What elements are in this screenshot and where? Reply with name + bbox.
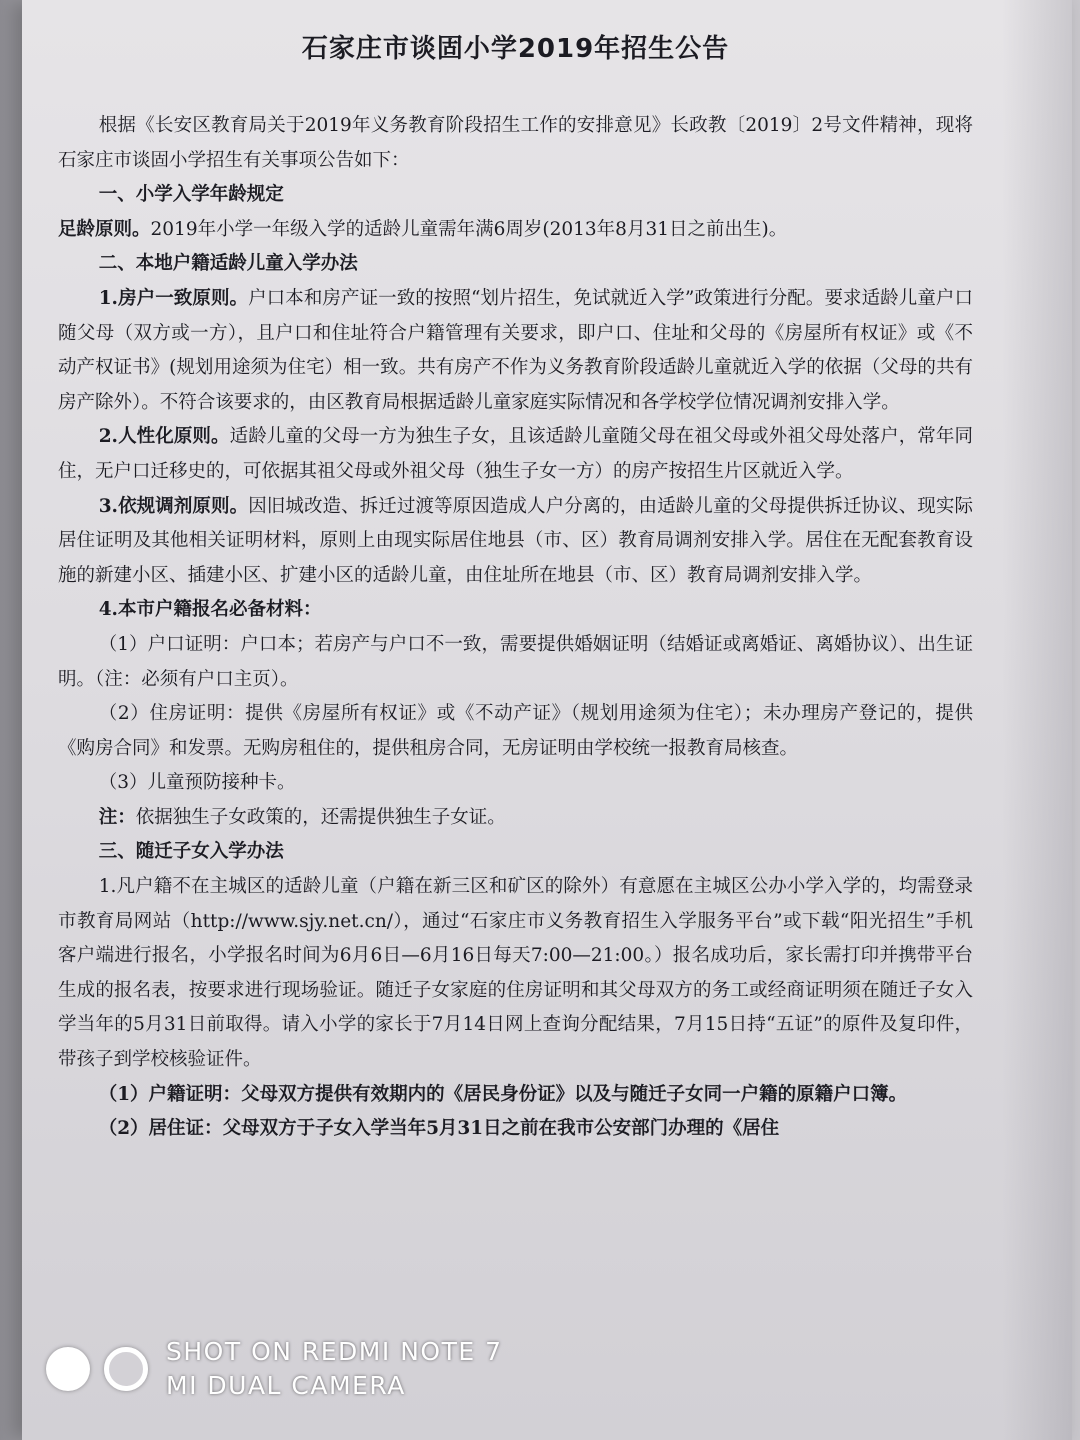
rule-1-label: 1.房户一致原则。	[98, 287, 249, 309]
migrant-material-1-text: 父母双方提供有效期内的《居民身份证》以及与随迁子女同一户籍的原籍户口簿。	[241, 1083, 908, 1105]
rule-1-paragraph	[58, 282, 973, 420]
rule-3-paragraph	[58, 490, 973, 594]
section-2-heading: 二、本地户籍适龄儿童入学办法	[98, 253, 358, 275]
camera-lens-solid-icon	[46, 1347, 90, 1391]
watermark-text	[166, 1335, 503, 1403]
age-rule-text: 2019年小学一年级入学的适龄儿童需年满6周岁(2013年8月31日之前出生)。	[150, 218, 788, 240]
migrant-material-2-text: 父母双方于子女入学当年5月31日之前在我市公安部门办理的《居住	[222, 1118, 780, 1140]
age-rule-paragraph	[58, 213, 973, 248]
migrant-material-1-paragraph	[58, 1078, 973, 1113]
section-3-heading: 三、随迁子女入学办法	[98, 841, 284, 863]
materials-heading: 4.本市户籍报名必备材料：	[98, 599, 322, 621]
note-label: 注：	[98, 806, 136, 828]
migrant-rule-1-paragraph: 1.凡户籍不在主城区的适龄儿童（户籍在新三区和矿区的除外）有意愿在主城区公办小学入学的，均需登录市教育局网站（http://www.sjy.net.cn/），通过“石家庄市义务教育招生入学服务平台”或下载“阳光招生”手机客户端进行报名，小学报名时间为6月6日—6月16日每天7:00—21:00。）报名成功后，家长需打印并携带平台生成的报名表，按要求进行现场验证。随迁子女家庭的住房证明和其父母双方的务工或经商证明须在随迁子女入学当年的5月31日前取得。请入小学的家长于7月14日网上查询分配结果，7月15日持“五证”的原件及复印件，带孩子到学校核验证件。	[58, 876, 973, 1071]
note-text: 依据独生子女政策的，还需提供独生子女证。	[135, 806, 506, 828]
section-1-heading: 一、小学入学年龄规定	[98, 184, 284, 206]
material-2-paragraph: （2）住房证明：提供《房屋所有权证》或《不动产证》（规划用途须为住宅）；未办理房产登记的，提供《购房合同》和发票。无购房租住的，提供租房合同，无房证明由学校统一报教育局核查。	[58, 703, 973, 759]
rule-2-paragraph	[58, 420, 973, 489]
rule-2-text: 适龄儿童的父母一方为独生子女，且该适龄儿童随父母在祖父母或外祖父母处落户，常年同住，无户口迁移史的，可依据其祖父母或外祖父母（独生子女一方）的房产按招生片区就近入学。	[58, 426, 973, 482]
watermark-line-2: MI DUAL CAMERA	[166, 1371, 406, 1400]
document-body	[58, 28, 973, 1147]
material-1-paragraph: （1）户口证明：户口本；若房产与户口不一致，需要提供婚姻证明（结婚证或离婚证、离婚协议）、出生证明。（注：必须有户口主页）。	[58, 633, 973, 690]
rule-2-label: 2.人性化原则。	[98, 426, 230, 448]
document-title: 石家庄市谈固小学2019年招生公告	[301, 34, 730, 64]
rule-3-text: 因旧城改造、拆迁过渡等原因造成人户分离的，由适龄儿童的父母提供拆迁协议、现实际居住证明及其他相关证明材料，原则上由现实际居住地县（市、区）教育局调剂安排入学。居住在无配套教育设施的新建小区、插建小区、扩建小区的适龄儿童，由住址所在地县（市、区）教育局调剂安排入学。	[58, 495, 973, 586]
camera-lens-ring-icon	[104, 1347, 148, 1391]
intro-paragraph: 根据《长安区教育局关于2019年义务教育阶段招生工作的安排意见》长政教〔2019〕2号文件精神，现将石家庄市谈固小学招生有关事项公告如下：	[58, 115, 973, 171]
migrant-material-1-label: （1）户籍证明：	[98, 1083, 242, 1105]
material-3-paragraph: （3）儿童预防接种卡。	[98, 772, 296, 794]
rule-3-label: 3.依规调剂原则。	[98, 495, 249, 517]
watermark-line-1: SHOT ON REDMI NOTE 7	[166, 1337, 503, 1366]
migrant-material-2-label: （2）居住证：	[98, 1118, 223, 1140]
rule-1-text: 户口本和房产证一致的按照“划片招生，免试就近入学”政策进行分配。要求适龄儿童户口随父母（双方或一方），且户口和住址符合户籍管理有关要求，即户口、住址和父母的《房屋所有权证》或《不动产权证书》(规划用途须为住宅）相一致。共有房产不作为义务教育阶段适龄儿童就近入学的依据（父母的共有房产除外）。不符合该要求的，由区教育局根据适龄儿童家庭实际情况和各学校学位情况调剂安排入学。	[58, 287, 973, 413]
age-rule-label: 足龄原则。	[58, 218, 151, 240]
migrant-material-2-paragraph	[58, 1112, 973, 1147]
paper-fold-shadow	[1002, 0, 1072, 1440]
camera-watermark	[46, 1335, 503, 1403]
note-paragraph	[58, 801, 973, 836]
